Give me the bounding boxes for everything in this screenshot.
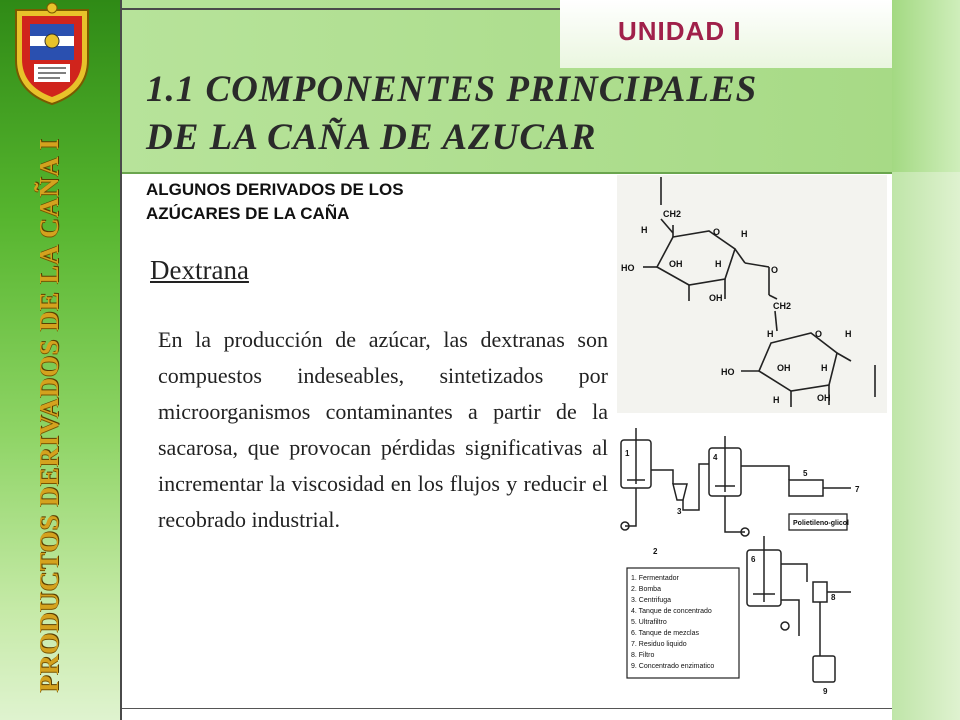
legend-item: 5. Ultrafiltro [631, 619, 667, 626]
process-number: 9 [823, 687, 828, 696]
atom-oh: OH [777, 363, 791, 373]
legend-item: 7. Residuo liquido [631, 641, 687, 648]
atom-ch2-top: CH2 [663, 209, 682, 219]
legend-item: 6. Tanque de mezclas [631, 630, 699, 637]
process-number: 7 [855, 485, 860, 494]
legend-item: 9. Concentrado enzimatico [631, 663, 715, 670]
bottom-line [122, 708, 892, 709]
process-number: 5 [803, 469, 808, 478]
unit-label: UNIDAD I [618, 16, 742, 46]
process-number: 6 [751, 555, 756, 564]
atom-h: H [773, 395, 780, 405]
atom-oh: OH [817, 393, 831, 403]
slide-title [146, 66, 766, 162]
legend-item: 2. Bomba [631, 586, 661, 593]
atom-o: O [771, 265, 779, 275]
title-line-1: 1.1 COMPONENTES PRINCIPALES [146, 69, 758, 110]
atom-h: H [641, 225, 648, 235]
legend-item: 8. Filtro [631, 652, 655, 659]
dextran-structure-figure [617, 175, 887, 413]
label-polietileno-glicol: Polietileno-glicol [793, 520, 850, 527]
atom-oh: OH [709, 293, 723, 303]
subtitle-dextrana: Dextrana [150, 255, 249, 285]
atom-ch2-mid: CH2 [773, 301, 792, 311]
atom-ho: HO [721, 367, 735, 377]
process-number: 8 [831, 593, 836, 602]
process-number: 1 [625, 449, 630, 458]
atom-o: O [815, 329, 823, 339]
atom-o: O [713, 227, 721, 237]
process-diagram-figure [617, 414, 887, 708]
section-heading-line-1: ALGUNOS DERIVADOS DE LOS [146, 180, 404, 199]
legend-item: 4. Tanque de concentrado [631, 608, 712, 615]
atom-ho: HO [621, 263, 635, 273]
body-paragraph: En la producción de azúcar, las dextranas son compuestos indeseables, sintetizados por microorganismos contaminantes a partir de la sacarosa, que provocan pérdidas significativas al incrementar la viscosidad en los flujos y reducir el recobrado industrial. [158, 327, 608, 532]
atom-h: H [845, 329, 852, 339]
process-legend [627, 568, 739, 678]
section-heading [146, 178, 546, 226]
atom-h: H [767, 329, 774, 339]
section-heading-line-2: AZÚCARES DE LA CAÑA [146, 204, 350, 223]
process-number: 4 [713, 453, 718, 462]
legend-item: 1. Fermentador [631, 575, 679, 582]
atom-h: H [741, 229, 748, 239]
legend-item: 3. Centrifuga [631, 597, 672, 604]
vertical-section-title: PRODUCTOS DERIVADOS DE LA CAÑA I [34, 138, 64, 692]
atom-h: H [715, 259, 722, 269]
title-line-2: DE LA CAÑA DE AZUCAR [146, 117, 597, 158]
process-number: 3 [677, 507, 682, 516]
atom-h: H [821, 363, 828, 373]
atom-oh: OH [669, 259, 683, 269]
right-strip-top [892, 0, 960, 172]
university-crest-icon [8, 2, 96, 106]
process-number: 2 [653, 547, 658, 556]
